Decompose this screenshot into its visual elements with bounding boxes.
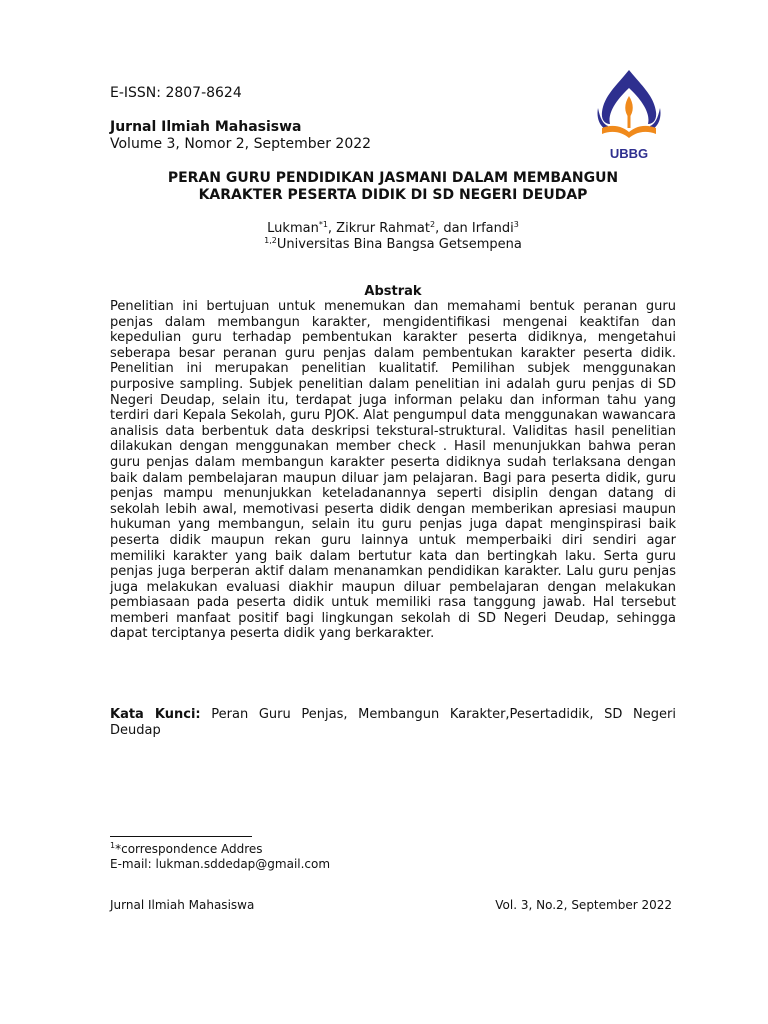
- author-name: Lukman: [267, 221, 319, 236]
- issn-number: E-ISSN: 2807-8624: [110, 85, 242, 101]
- footnote-divider: [110, 836, 252, 837]
- journal-name: Jurnal Ilmiah Mahasiswa: [110, 119, 302, 135]
- abstract-heading: Abstrak: [364, 284, 422, 299]
- author-list: [110, 221, 676, 236]
- keywords: [110, 707, 676, 738]
- ubbg-logo: [596, 68, 662, 162]
- footer-volume: Vol. 3, No.2, September 2022: [495, 898, 672, 912]
- affiliation-marker: 1,2: [264, 236, 277, 245]
- affiliation: [110, 237, 676, 252]
- title-line-1: PERAN GURU PENDIDIKAN JASMANI DALAM MEMBANGUN: [167, 170, 619, 186]
- footer-journal-name: Jurnal Ilmiah Mahasiswa: [110, 898, 255, 912]
- author-marker: *1: [318, 220, 328, 229]
- footnote-text: *correspondence Addres: [115, 842, 263, 856]
- keywords-label: Kata Kunci:: [110, 707, 201, 722]
- journal-volume: Volume 3, Nomor 2, September 2022: [110, 136, 372, 152]
- author-name: , dan Irfandi: [435, 221, 514, 236]
- affiliation-text: Universitas Bina Bangsa Getsempena: [276, 237, 522, 252]
- title-line-2: KARAKTER PESERTA DIDIK DI SD NEGERI DEUDAP: [198, 187, 588, 203]
- keywords-text: Peran Guru Penjas, Membangun Karakter,Pesertadidik, SD Negeri Deudap: [110, 707, 676, 738]
- author-marker: 3: [513, 220, 519, 229]
- footnote-correspondence: [110, 842, 263, 856]
- author-marker: 2: [429, 220, 436, 229]
- paper-title: [110, 170, 676, 204]
- footnote-marker: 1: [110, 841, 116, 850]
- footnote-email: E-mail: lukman.sddedap@gmail.com: [110, 857, 331, 871]
- author-name: , Zikrur Rahmat: [327, 221, 430, 236]
- logo-text: UBBG: [609, 146, 649, 161]
- abstract-body: Penelitian ini bertujuan untuk menemukan dan memahami bentuk peranan guru penjas dalam membangun karakter, mengidentifikasi mengenai keaktifan dan kepedulian guru terhadap pembentukan karakter peserta didiknya, mengetahui seberapa besar peranan guru penjas dalam pembentukan karakter peserta didik. Penelitian ini merupakan penelitian kualitatif. Pemilihan subjek menggunakan purposive sampling. Subjek penelitian dalam penelitian ini adalah guru penjas di SD Negeri Deudap, selain itu, terdapat juga informan pelaku dan informan tahu yang terdiri dari Kepala Sekolah, guru PJOK. Alat pengumpul data menggunakan wawancara analisis data berbentuk data deskripsi tekstural-struktural. Validitas hasil penelitian dilakukan dengan menggunakan member check . Hasil menunjukkan bahwa peran guru penjas dalam membangun karakter peserta didiknya sudah terlaksana dengan baik dalam pembelajaran maupun diluar jam pelajaran. Bagi para peserta didik, guru penjas mampu menunjukkan keteladanannya seperti disiplin dengan datang di sekolah lebih awal, memotivasi peserta didik dengan memberikan apresiasi maupun hukuman yang membangun, selain itu guru penjas juga dapat menginspirasi baik peserta didik maupun rekan guru lainnya untuk memperbaiki diri sendiri agar memiliki karakter yang baik dalam bertutur kata dan bertingkah laku. Serta guru penjas juga berperan aktif dalam menanamkan pendidikan karakter. Lalu guru penjas juga melakukan evaluasi diakhir maupun diluar pembelajaran dengan melakukan pembiasaan pada peserta didik untuk memiliki rasa tanggung jawab. Hal tersebut memberi manfaat positif bagi lingkungan sekolah di SD Negeri Deudap, sehingga dapat terciptanya peserta didik yang berkarakter.: [110, 299, 676, 642]
